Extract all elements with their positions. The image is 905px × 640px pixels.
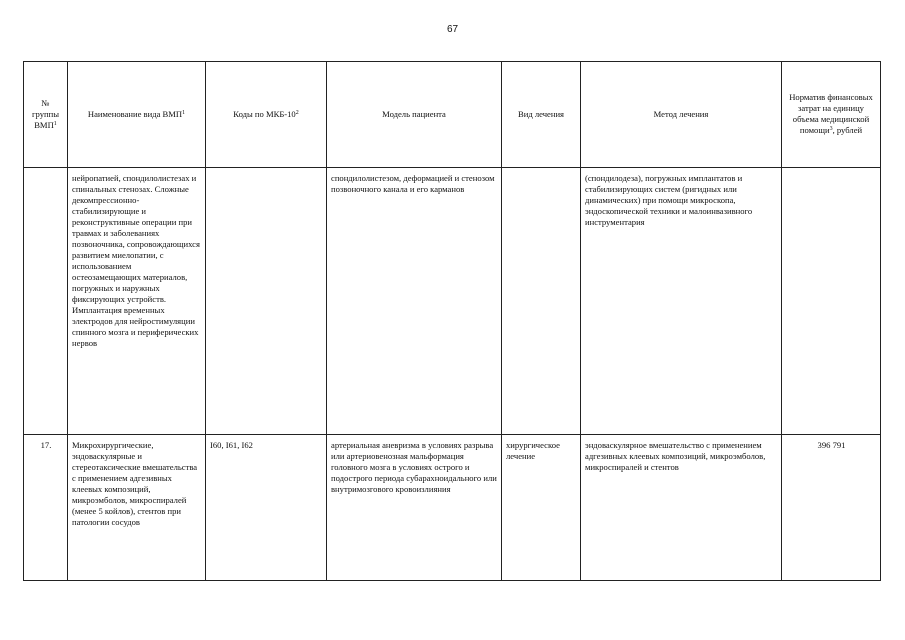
header-mkb-codes: Коды по МКБ-$10^2$ <box>206 62 327 168</box>
table-row <box>24 435 881 581</box>
cell-treatment-method: эндоваскулярное вмешательство с применением адгезивных клеевых композиций, микроэмболов, микроспиралей и стентов <box>581 435 782 581</box>
cell-patient-model: спондилолистезом, деформацией и стенозом позвоночного канала и его карманов <box>327 167 502 435</box>
header-treatment-method: Метод лечения <box>581 62 782 168</box>
cell-mkb-codes <box>206 167 327 435</box>
table-header-row <box>24 62 881 168</box>
cell-funding-norm <box>782 167 881 435</box>
table-row <box>24 167 881 435</box>
cell-mkb-codes: I60, I61, I62 <box>206 435 327 581</box>
cell-vmp-name: нейропатией, спондилолистезах и спинальных стенозах. Сложные декомпрессионно-стабилизирующие и реконструктивные операции при травмах и заболеваниях позвоночника, сопровождающихся развитием миелопатии, с использованием остеозамещающих материалов, погружных и наружных фиксирующих устройств. Имплантация временных электродов для нейростимуляции спинного мозга и периферических нервов <box>68 167 206 435</box>
cell-vmp-name: Микрохирургические, эндоваскулярные и стереотаксические вмешательства с применением адгезивных клеевых композиций, микроэмболов, микроспиралей (менее 5 койлов), стентов при патологии сосудов <box>68 435 206 581</box>
cell-group-no: 17. <box>24 435 68 581</box>
cell-treatment-type <box>502 167 581 435</box>
cell-group-no <box>24 167 68 435</box>
cell-patient-model: артериальная аневризма в условиях разрыва или артериовенозная мальформация головного мозга в условиях острого и подострого периода субарахноидального или внутримозгового кровоизлияния <box>327 435 502 581</box>
header-vmp-name: Наименование вида ВМП$^1$ <box>68 62 206 168</box>
vmp-table <box>23 61 881 581</box>
header-funding-norm: Норматив финансовых затрат на единицу объема медицинской помощи$^3$, рублей <box>782 62 881 168</box>
header-treatment-type: Вид лечения <box>502 62 581 168</box>
header-group-no: № группы ВМП$^1$ <box>24 62 68 168</box>
page-number: 67 <box>446 24 459 35</box>
cell-treatment-type: хирургическое лечение <box>502 435 581 581</box>
header-patient-model: Модель пациента <box>327 62 502 168</box>
cell-funding-norm: 396 791 <box>782 435 881 581</box>
cell-treatment-method: (спондилодеза), погружных имплантатов и стабилизирующих систем (ригидных или динамических) при помощи микроскопа, эндоскопической техники и малоинвазивного инструментария <box>581 167 782 435</box>
